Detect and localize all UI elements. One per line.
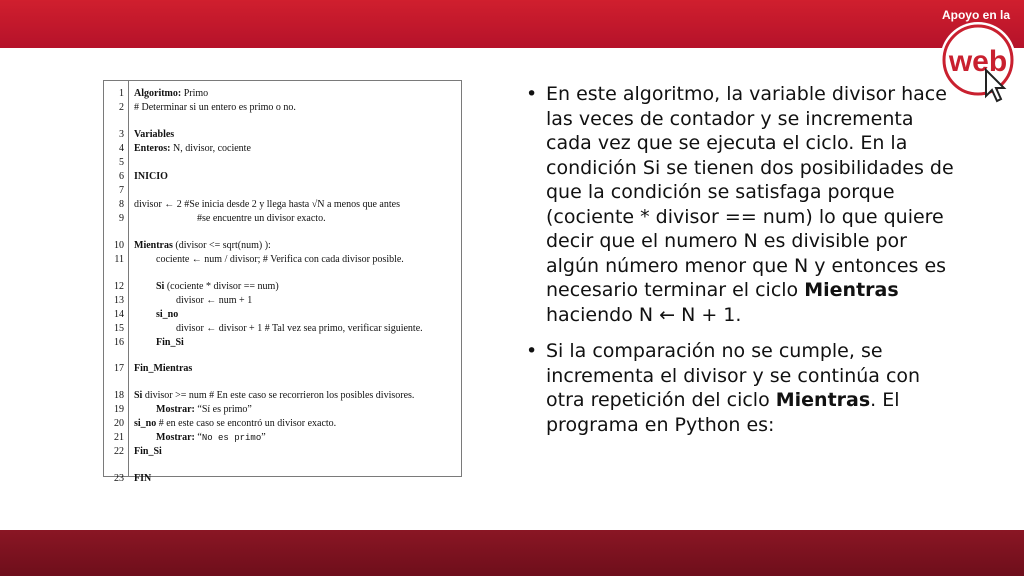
- bullet-text: Mientras: [775, 389, 871, 411]
- line-number: 7: [119, 185, 124, 196]
- bullet-dot-icon: •: [526, 340, 538, 362]
- code-token: “Sí es primo”: [194, 404, 252, 415]
- algorithm-line: [104, 336, 462, 350]
- algorithm-line: [104, 472, 462, 486]
- code-token: #se encuentre un divisor exacto.: [197, 213, 326, 224]
- line-number: 12: [114, 281, 124, 292]
- code-token: Fin_Mientras: [134, 363, 193, 374]
- algorithm-line: [104, 389, 462, 403]
- code-token: divisor >= num # En este caso se recorrieron los posibles divisores.: [142, 390, 415, 401]
- algorithm-line: [104, 128, 462, 142]
- code-token: INICIO: [134, 171, 168, 182]
- code-token: Si: [156, 281, 165, 292]
- line-number: 14: [114, 309, 124, 320]
- algorithm-line: [104, 170, 462, 184]
- line-number: 18: [114, 390, 124, 401]
- algorithm-line: [104, 253, 462, 267]
- bullet-dot-icon: •: [526, 83, 538, 105]
- code-token: # en este caso se encontró un divisor exacto.: [156, 418, 337, 429]
- line-number: 19: [114, 404, 124, 415]
- line-number: 23: [114, 473, 124, 484]
- line-code: [156, 280, 279, 294]
- code-token: No es primo: [201, 433, 262, 443]
- line-number: 4: [119, 143, 124, 154]
- algorithm-line: [104, 142, 462, 156]
- algorithm-line: [104, 403, 462, 417]
- explanation-text: [520, 82, 960, 449]
- bullet-text: haciendo N ← N + 1.: [546, 303, 742, 326]
- line-code: [134, 362, 192, 376]
- line-code: [134, 87, 208, 101]
- code-token: Mostrar:: [156, 404, 195, 415]
- line-code: [156, 431, 266, 445]
- line-number: 21: [114, 432, 124, 443]
- line-number: 13: [114, 295, 124, 306]
- code-token: divisor ← num + 1: [176, 295, 253, 306]
- algorithm-line: [104, 280, 462, 294]
- line-code: [176, 322, 423, 336]
- algorithm-line: [104, 101, 462, 115]
- code-token: Mostrar:: [156, 432, 195, 443]
- line-code: [197, 212, 326, 226]
- line-number: 16: [114, 337, 124, 348]
- line-code: [156, 403, 252, 417]
- line-number: 3: [119, 129, 124, 140]
- algorithm-line: [104, 417, 462, 431]
- code-token: “: [194, 432, 202, 443]
- code-token: Mientras: [134, 240, 173, 251]
- algorithm-line: [104, 212, 462, 226]
- line-code: [156, 336, 184, 350]
- algorithm-line: [104, 156, 462, 170]
- line-number: 10: [114, 240, 124, 251]
- line-code: [134, 239, 271, 253]
- algorithm-line: [104, 198, 462, 212]
- bottom-banner: [0, 530, 1024, 576]
- code-token: N, divisor, cociente: [170, 143, 251, 154]
- line-number: 11: [114, 254, 124, 265]
- line-number: 6: [119, 171, 124, 182]
- line-number: 2: [119, 102, 124, 113]
- line-code: [134, 417, 336, 431]
- line-number: 22: [114, 446, 124, 457]
- algorithm-line: [104, 445, 462, 459]
- line-number: 20: [114, 418, 124, 429]
- code-token: (cociente * divisor == num): [164, 281, 279, 292]
- line-number: 17: [114, 363, 124, 374]
- code-token: FIN: [134, 473, 152, 484]
- code-token: Fin_Si: [156, 337, 184, 348]
- code-token: ”: [261, 432, 266, 443]
- code-token: cociente ← num / divisor; # Verifica con cada divisor posible.: [156, 254, 404, 265]
- bullet-text: . El programa en Python es:: [546, 389, 900, 436]
- code-token: # Determinar si un entero es primo o no.: [134, 102, 296, 113]
- code-token: divisor ← 2 #Se inicia desde 2 y llega hasta √N a menos que antes: [134, 199, 400, 210]
- line-code: [156, 308, 178, 322]
- code-token: si_no: [156, 309, 179, 320]
- code-token: Algoritmo:: [134, 88, 182, 99]
- algorithm-line: [104, 239, 462, 253]
- line-code: [134, 128, 174, 142]
- bullet-text: Mientras: [804, 279, 899, 301]
- code-token: divisor ← divisor + 1 # Tal vez sea primo, verificar siguiente.: [176, 323, 423, 334]
- line-number: 9: [119, 213, 124, 224]
- bullet-text: Si la comparación no se cumple, se incrementa el divisor y se continúa con otra repetición del ciclo: [546, 340, 921, 411]
- algorithm-line: [104, 322, 462, 336]
- line-code: [134, 198, 400, 212]
- line-number: 1: [119, 88, 124, 99]
- line-code: [134, 142, 251, 156]
- line-number: 8: [119, 199, 124, 210]
- logo-caption: Apoyo en la: [941, 8, 1010, 22]
- algorithm-line: [104, 431, 462, 445]
- algorithm-line: [104, 308, 462, 322]
- algorithm-line: [104, 362, 462, 376]
- line-code: [134, 101, 296, 115]
- line-code: [134, 389, 414, 403]
- code-token: Primo: [181, 88, 209, 99]
- line-code: [134, 170, 168, 184]
- line-number: 15: [114, 323, 124, 334]
- algorithm-figure: [103, 80, 462, 484]
- code-token: Variables: [134, 129, 175, 140]
- code-token: si_no: [134, 418, 157, 429]
- top-banner: [0, 0, 1024, 48]
- line-code: [176, 294, 252, 308]
- bullet-paragraph: [520, 339, 960, 437]
- code-token: (divisor <= sqrt(num) ):: [172, 240, 271, 251]
- algorithm-line: [104, 184, 462, 198]
- code-token: Enteros:: [134, 143, 171, 154]
- logo-word: web: [948, 45, 1008, 78]
- line-code: [156, 253, 404, 267]
- line-code: [134, 445, 162, 459]
- code-token: Si: [134, 390, 143, 401]
- code-token: Fin_Si: [134, 446, 162, 457]
- algorithm-line: [104, 294, 462, 308]
- bullet-text: En este algoritmo, la variable divisor hace las veces de contador y se incrementa cada vez que se ejecuta el ciclo. En la condición Si se tienen dos posibilidades de que la condición se satisfaga porque (cociente * divisor == num) lo que quiere decir que el numero N es divisible por algún número menor que N y entonces es necesario terminar el ciclo: [546, 83, 954, 301]
- algorithm-line: [104, 87, 462, 101]
- bullet-paragraph: [520, 82, 960, 327]
- line-number: 5: [119, 157, 124, 168]
- line-code: [134, 472, 151, 486]
